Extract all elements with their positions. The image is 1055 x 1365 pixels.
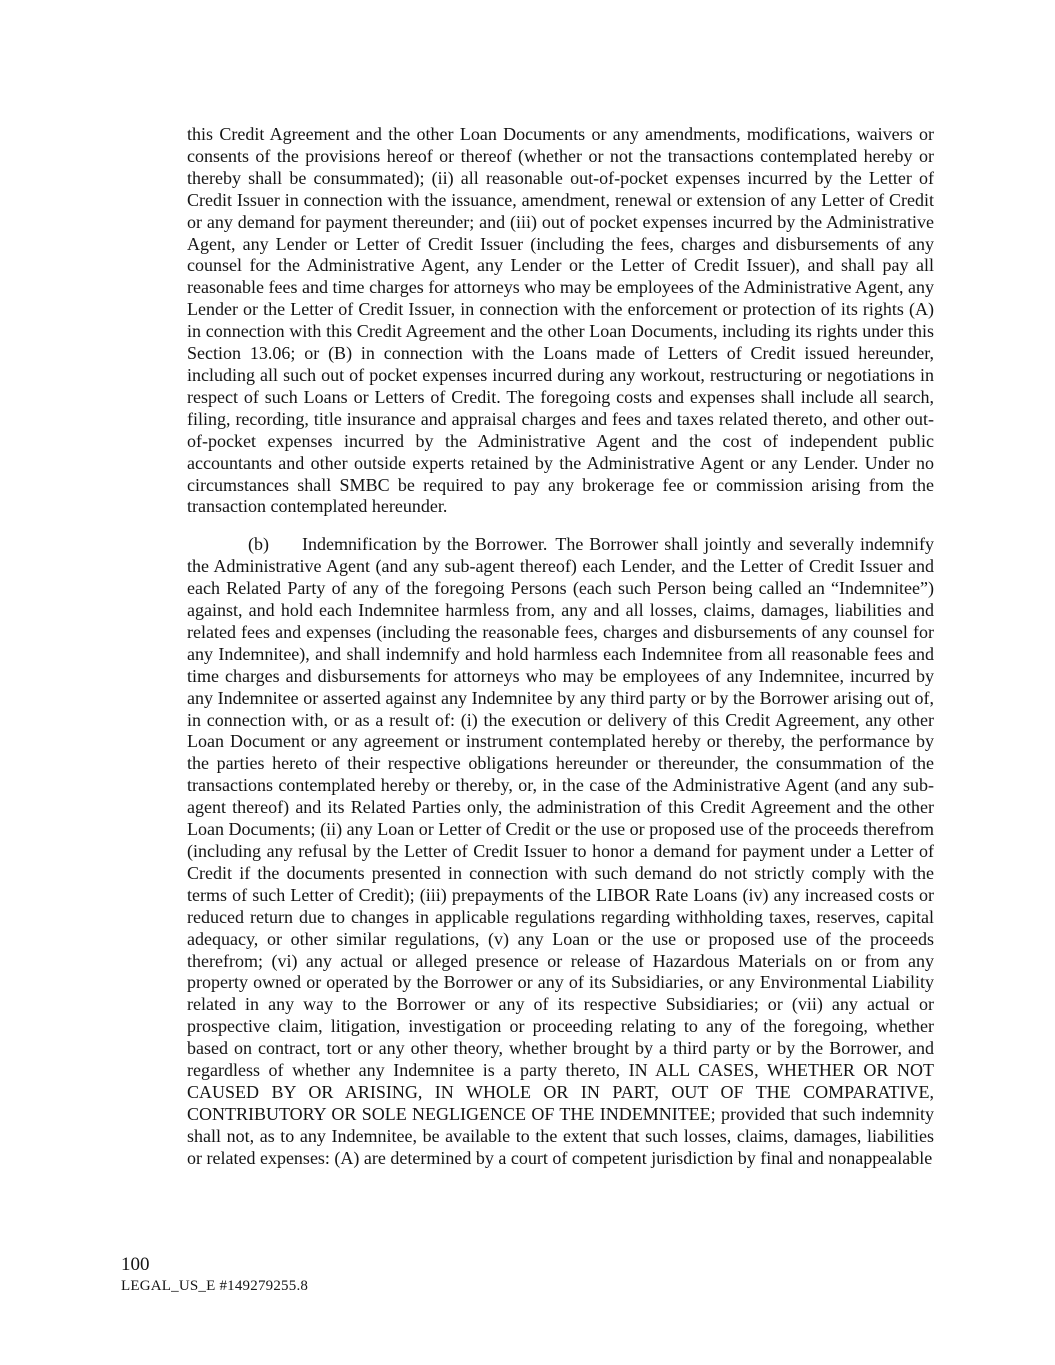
paragraph-b-heading: Indemnification by the Borrower.	[302, 534, 548, 555]
paragraph-continuation: this Credit Agreement and the other Loan Documents or any amendments, modifications, waivers or consents of the provisions hereof or thereof (whether or not the transactions contemplated hereby or thereby shall be consummated); (ii) all reasonable out-of-pocket expenses incurred by the Letter of Credit Issuer in connection with the issuance, amendment, renewal or extension of any Letter of Credit or any demand for payment thereunder; and (iii) out of pocket expenses incurred by the Administrative Agent, any Lender or Letter of Credit Issuer (including the fees, charges and disbursements of any counsel for the Administrative Agent, any Lender or the Letter of Credit Issuer), and shall pay all reasonable fees and time charges for attorneys who may be employees of the Administrative Agent, any Lender or the Letter of Credit Issuer, in connection with the enforcement or protection of its rights (A) in connection with this Credit Agreement and the other Loan Documents, including its rights under this Section 13.06; or (B) in connection with the Loans made of Letters of Credit issued hereunder, including all such out of pocket expenses incurred during any workout, restructuring or negotiations in respect of such Loans or Letters of Credit. The foregoing costs and expenses shall include all search, filing, recording, title insurance and appraisal charges and fees and taxes related thereto, and other out-of-pocket expenses incurred by the Administrative Agent and the cost of independent public accountants and other outside experts retained by the Administrative Agent or any Lender. Under no circumstances shall SMBC be required to pay any brokerage fee or commission arising from the transaction contemplated hereunder.	[187, 124, 934, 517]
paragraph-b	[187, 534, 934, 1169]
page-body	[187, 124, 934, 1170]
document-id: LEGAL_US_E #149279255.8	[121, 1278, 309, 1294]
paragraph-b-label: (b)	[248, 534, 269, 555]
page-footer	[121, 1253, 308, 1295]
page-number: 100	[121, 1254, 150, 1275]
paragraph-b-text: The Borrower shall jointly and severally indemnify the Administrative Agent (and any sub-agent thereof) each Lender, and the Letter of Credit Issuer and each Related Party of any of the foregoing Persons (each such Person being called an “Indemnitee”) against, and hold each Indemnitee harmless from, any and all losses, claims, damages, liabilities and related fees and expenses (including the reasonable fees, charges and disbursements of any counsel for any Indemnitee), and shall indemnify and hold harmless each Indemnitee from all reasonable fees and time charges and disbursements for attorneys who may be employees of any Indemnitee, incurred by any Indemnitee or asserted against any Indemnitee by any third party or by the Borrower arising out of, in connection with, or as a result of: (i) the execution or delivery of this Credit Agreement, any other Loan Document or any agreement or instrument contemplated hereby or thereby, the performance by the parties hereto of their respective obligations hereunder or thereunder, the consummation of the transactions contemplated hereby or thereby, or, in the case of the Administrative Agent (and any sub-agent thereof) and its Related Parties only, the administration of this Credit Agreement and the other Loan Documents; (ii) any Loan or Letter of Credit or the use or proposed use of the proceeds therefrom (including any refusal by the Letter of Credit Issuer to honor a demand for payment under a Letter of Credit if the documents presented in connection with such demand do not strictly comply with the terms of such Letter of Credit); (iii) prepayments of the LIBOR Rate Loans (iv) any increased costs or reduced return due to changes in applicable regulations regarding withholding taxes, reserves, capital adequacy, or other similar regulations, (v) any Loan or the use or proposed use of the proceeds therefrom; (vi) any actual or alleged presence or release of Hazardous Materials on or from any property owned or operated by the Borrower or any of its Subsidiaries, or any Environmental Liability related in any way to the Borrower or any of its respective Subsidiaries; or (vii) any actual or prospective claim, litigation, investigation or proceeding relating to any of the foregoing, whether based on contract, tort or any other theory, whether brought by a third party or by the Borrower, and regardless of whether any Indemnitee is a party thereto, IN ALL CASES, WHETHER OR NOT CAUSED BY OR ARISING, IN WHOLE OR IN PART, OUT OF THE COMPARATIVE, CONTRIBUTORY OR SOLE NEGLIGENCE OF THE INDEMNITEE; provided that such indemnity shall not, as to any Indemnitee, be available to the extent that such losses, claims, damages, liabilities or related expenses: (A) are determined by a court of competent jurisdiction by final and nonappealable	[187, 534, 935, 1168]
